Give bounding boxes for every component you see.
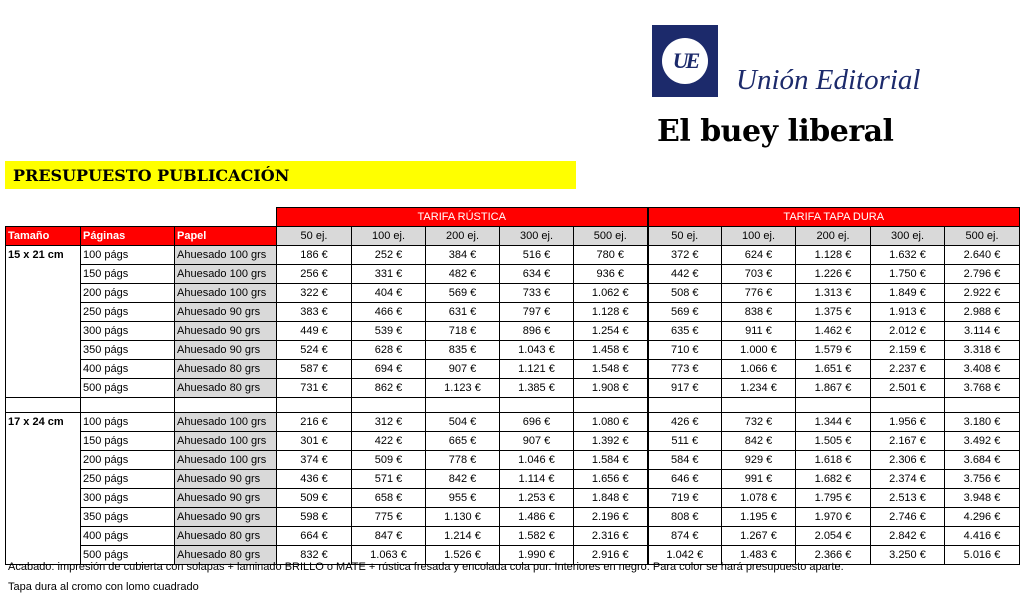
paper-cell: Ahuesado 90 grs xyxy=(175,341,277,360)
table-row xyxy=(6,360,1020,379)
rustica-price-cell: 1.046 € xyxy=(500,451,574,470)
tapa-dura-price-cell: 2.988 € xyxy=(945,303,1020,322)
tapa-dura-price-cell: 1.375 € xyxy=(796,303,871,322)
paper-cell: Ahuesado 100 grs xyxy=(175,413,277,432)
tapa-dura-price-cell: 1.651 € xyxy=(796,360,871,379)
tapa-dura-price-cell: 1.579 € xyxy=(796,341,871,360)
rustica-price-cell: 955 € xyxy=(426,489,500,508)
spacer-cell xyxy=(352,398,426,413)
rustica-price-cell: 422 € xyxy=(352,432,426,451)
qty-header-tapa: 300 ej. xyxy=(871,227,945,246)
pages-cell: 400 págs xyxy=(81,527,175,546)
rustica-price-cell: 509 € xyxy=(352,451,426,470)
tapa-dura-price-cell: 2.746 € xyxy=(871,508,945,527)
rustica-price-cell: 216 € xyxy=(277,413,352,432)
tapa-dura-price-cell: 874 € xyxy=(648,527,722,546)
size-cell: 15 x 21 cm xyxy=(6,246,81,265)
tapa-dura-price-cell: 3.756 € xyxy=(945,470,1020,489)
rustica-price-cell: 628 € xyxy=(352,341,426,360)
rustica-price-cell: 1.114 € xyxy=(500,470,574,489)
paper-cell: Ahuesado 100 grs xyxy=(175,265,277,284)
tapa-dura-price-cell: 1.128 € xyxy=(796,246,871,265)
rustica-price-cell: 2.316 € xyxy=(574,527,648,546)
tapa-dura-price-cell: 3.180 € xyxy=(945,413,1020,432)
tapa-dura-price-cell: 3.768 € xyxy=(945,379,1020,398)
tapa-dura-price-cell: 2.366 € xyxy=(796,546,871,565)
rustica-price-cell: 1.253 € xyxy=(500,489,574,508)
spacer-cell xyxy=(871,398,945,413)
rustica-price-cell: 658 € xyxy=(352,489,426,508)
rustica-price-cell: 634 € xyxy=(500,265,574,284)
size-cell xyxy=(6,322,81,341)
tapa-dura-price-cell: 929 € xyxy=(722,451,796,470)
pages-cell: 100 págs xyxy=(81,413,175,432)
tapa-dura-price-cell: 1.956 € xyxy=(871,413,945,432)
tapa-dura-price-cell: 732 € xyxy=(722,413,796,432)
paper-cell: Ahuesado 80 grs xyxy=(175,360,277,379)
rustica-price-cell: 797 € xyxy=(500,303,574,322)
size-cell xyxy=(6,432,81,451)
pages-cell: 200 págs xyxy=(81,451,175,470)
rustica-price-cell: 1.214 € xyxy=(426,527,500,546)
tapa-dura-price-cell: 1.913 € xyxy=(871,303,945,322)
rustica-price-cell: 252 € xyxy=(352,246,426,265)
tapa-dura-price-cell: 3.684 € xyxy=(945,451,1020,470)
rustica-price-cell: 1.123 € xyxy=(426,379,500,398)
table-row xyxy=(6,322,1020,341)
tapa-dura-price-cell: 1.066 € xyxy=(722,360,796,379)
tapa-dura-price-cell: 3.318 € xyxy=(945,341,1020,360)
tapa-dura-price-cell: 1.313 € xyxy=(796,284,871,303)
spacer-cell xyxy=(796,398,871,413)
tapa-dura-price-cell: 1.267 € xyxy=(722,527,796,546)
tapa-dura-price-cell: 372 € xyxy=(648,246,722,265)
rustica-price-cell: 718 € xyxy=(426,322,500,341)
tapa-dura-price-cell: 917 € xyxy=(648,379,722,398)
rustica-price-cell: 1.458 € xyxy=(574,341,648,360)
rustica-price-cell: 569 € xyxy=(426,284,500,303)
spacer-cell xyxy=(6,398,81,413)
rustica-price-cell: 449 € xyxy=(277,322,352,341)
paper-cell: Ahuesado 80 grs xyxy=(175,379,277,398)
tapa-dura-price-cell: 1.505 € xyxy=(796,432,871,451)
rustica-price-cell: 504 € xyxy=(426,413,500,432)
spacer-cell xyxy=(277,398,352,413)
rustica-price-cell: 466 € xyxy=(352,303,426,322)
rustica-price-cell: 1.043 € xyxy=(500,341,574,360)
rustica-price-cell: 847 € xyxy=(352,527,426,546)
rustica-price-cell: 1.486 € xyxy=(500,508,574,527)
tapa-dura-price-cell: 2.237 € xyxy=(871,360,945,379)
pages-cell: 150 págs xyxy=(81,265,175,284)
spacer-cell xyxy=(648,398,722,413)
table-row xyxy=(6,246,1020,265)
table-row xyxy=(6,432,1020,451)
tapa-dura-price-cell: 3.250 € xyxy=(871,546,945,565)
table-row xyxy=(6,341,1020,360)
size-cell xyxy=(6,379,81,398)
table-row xyxy=(6,413,1020,432)
tapa-dura-price-cell: 1.618 € xyxy=(796,451,871,470)
size-cell xyxy=(6,265,81,284)
tapa-dura-price-cell: 584 € xyxy=(648,451,722,470)
column-header-size: Tamaño xyxy=(6,227,81,246)
size-cell xyxy=(6,527,81,546)
rustica-price-cell: 374 € xyxy=(277,451,352,470)
tapa-dura-price-cell: 1.195 € xyxy=(722,508,796,527)
tapa-dura-price-cell: 710 € xyxy=(648,341,722,360)
rustica-price-cell: 312 € xyxy=(352,413,426,432)
rustica-price-cell: 1.254 € xyxy=(574,322,648,341)
tapa-dura-price-cell: 838 € xyxy=(722,303,796,322)
paper-cell: Ahuesado 80 grs xyxy=(175,546,277,565)
paper-cell: Ahuesado 100 grs xyxy=(175,432,277,451)
spacer-cell xyxy=(500,398,574,413)
size-cell: 17 x 24 cm xyxy=(6,413,81,432)
spacer-row xyxy=(6,398,1020,413)
paper-cell: Ahuesado 100 grs xyxy=(175,284,277,303)
rustica-price-cell: 1.656 € xyxy=(574,470,648,489)
pages-cell: 200 págs xyxy=(81,284,175,303)
tapa-dura-price-cell: 4.416 € xyxy=(945,527,1020,546)
size-cell xyxy=(6,470,81,489)
rustica-price-cell: 694 € xyxy=(352,360,426,379)
rustica-price-cell: 1.584 € xyxy=(574,451,648,470)
tapa-dura-price-cell: 2.167 € xyxy=(871,432,945,451)
tapa-dura-price-cell: 1.682 € xyxy=(796,470,871,489)
tapa-dura-price-cell: 1.632 € xyxy=(871,246,945,265)
rustica-price-cell: 509 € xyxy=(277,489,352,508)
pages-cell: 300 págs xyxy=(81,322,175,341)
pages-cell: 100 págs xyxy=(81,246,175,265)
pages-cell: 300 págs xyxy=(81,489,175,508)
pages-cell: 400 págs xyxy=(81,360,175,379)
rustica-price-cell: 1.526 € xyxy=(426,546,500,565)
rustica-price-cell: 862 € xyxy=(352,379,426,398)
tapa-dura-price-cell: 2.513 € xyxy=(871,489,945,508)
rustica-price-cell: 835 € xyxy=(426,341,500,360)
tapa-dura-price-cell: 808 € xyxy=(648,508,722,527)
rustica-price-cell: 896 € xyxy=(500,322,574,341)
rustica-price-cell: 1.385 € xyxy=(500,379,574,398)
rustica-price-cell: 936 € xyxy=(574,265,648,284)
tapa-dura-price-cell: 2.012 € xyxy=(871,322,945,341)
tapa-dura-price-cell: 1.750 € xyxy=(871,265,945,284)
rustica-price-cell: 2.916 € xyxy=(574,546,648,565)
tapa-dura-price-cell: 1.462 € xyxy=(796,322,871,341)
spacer-cell xyxy=(175,398,277,413)
table-row xyxy=(6,451,1020,470)
tapa-dura-price-cell: 646 € xyxy=(648,470,722,489)
budget-banner xyxy=(5,161,576,189)
tarifa-tapa-dura-header: TARIFA TAPA DURA xyxy=(648,208,1020,227)
qty-header-rustica: 100 ej. xyxy=(352,227,426,246)
tapa-dura-price-cell: 719 € xyxy=(648,489,722,508)
tapa-dura-price-cell: 1.234 € xyxy=(722,379,796,398)
logo-emblem: UE xyxy=(662,38,708,84)
tapa-dura-price-cell: 2.640 € xyxy=(945,246,1020,265)
rustica-price-cell: 256 € xyxy=(277,265,352,284)
pages-cell: 350 págs xyxy=(81,341,175,360)
table-row xyxy=(6,527,1020,546)
publisher-logo xyxy=(652,25,718,97)
rustica-price-cell: 1.063 € xyxy=(352,546,426,565)
tapa-dura-price-cell: 703 € xyxy=(722,265,796,284)
rustica-price-cell: 331 € xyxy=(352,265,426,284)
rustica-price-cell: 665 € xyxy=(426,432,500,451)
rustica-price-cell: 436 € xyxy=(277,470,352,489)
rustica-price-cell: 2.196 € xyxy=(574,508,648,527)
tapa-dura-price-cell: 911 € xyxy=(722,322,796,341)
price-table xyxy=(5,207,1020,565)
pages-cell: 250 págs xyxy=(81,470,175,489)
rustica-price-cell: 322 € xyxy=(277,284,352,303)
qty-header-rustica: 50 ej. xyxy=(277,227,352,246)
budget-title: PRESUPUESTO PUBLICACIÓN xyxy=(13,166,290,185)
spacer-cell xyxy=(574,398,648,413)
paper-cell: Ahuesado 100 grs xyxy=(175,451,277,470)
rustica-price-cell: 907 € xyxy=(500,432,574,451)
rustica-price-cell: 1.548 € xyxy=(574,360,648,379)
size-cell xyxy=(6,360,81,379)
tapa-dura-price-cell: 991 € xyxy=(722,470,796,489)
tapa-dura-price-cell: 1.867 € xyxy=(796,379,871,398)
rustica-price-cell: 731 € xyxy=(277,379,352,398)
qty-header-tapa: 100 ej. xyxy=(722,227,796,246)
table-row xyxy=(6,265,1020,284)
paper-cell: Ahuesado 90 grs xyxy=(175,470,277,489)
tapa-dura-price-cell: 442 € xyxy=(648,265,722,284)
rustica-price-cell: 1.582 € xyxy=(500,527,574,546)
qty-header-rustica: 300 ej. xyxy=(500,227,574,246)
table-row xyxy=(6,303,1020,322)
size-cell xyxy=(6,303,81,322)
tapa-dura-price-cell: 2.306 € xyxy=(871,451,945,470)
size-cell xyxy=(6,284,81,303)
rustica-price-cell: 778 € xyxy=(426,451,500,470)
hardcover-note: Tapa dura al cromo con lomo cuadrado xyxy=(8,581,199,593)
pages-cell: 500 págs xyxy=(81,379,175,398)
rustica-price-cell: 832 € xyxy=(277,546,352,565)
tapa-dura-price-cell: 3.408 € xyxy=(945,360,1020,379)
pages-cell: 150 págs xyxy=(81,432,175,451)
tapa-dura-price-cell: 508 € xyxy=(648,284,722,303)
rustica-price-cell: 1.990 € xyxy=(500,546,574,565)
rustica-price-cell: 1.128 € xyxy=(574,303,648,322)
rustica-price-cell: 1.908 € xyxy=(574,379,648,398)
rustica-price-cell: 1.121 € xyxy=(500,360,574,379)
tapa-dura-price-cell: 3.948 € xyxy=(945,489,1020,508)
tapa-dura-price-cell: 2.159 € xyxy=(871,341,945,360)
size-cell xyxy=(6,451,81,470)
rustica-price-cell: 1.848 € xyxy=(574,489,648,508)
rustica-price-cell: 696 € xyxy=(500,413,574,432)
table-row xyxy=(6,470,1020,489)
rustica-price-cell: 664 € xyxy=(277,527,352,546)
rustica-price-cell: 186 € xyxy=(277,246,352,265)
tapa-dura-price-cell: 776 € xyxy=(722,284,796,303)
paper-cell: Ahuesado 90 grs xyxy=(175,303,277,322)
tarifa-header-row xyxy=(6,208,1020,227)
rustica-price-cell: 907 € xyxy=(426,360,500,379)
rustica-price-cell: 1.392 € xyxy=(574,432,648,451)
finish-note: Acabado: impresión de cubierta con solapas + laminado BRILLO o MATE + rústica fresada y encolada cola pur. Interiores en negro. Para color se hará presupuesto aparte. xyxy=(8,561,844,573)
paper-cell: Ahuesado 90 grs xyxy=(175,489,277,508)
column-header-pages: Páginas xyxy=(81,227,175,246)
qty-header-tapa: 200 ej. xyxy=(796,227,871,246)
book-title: El buey liberal xyxy=(657,114,894,149)
rustica-price-cell: 524 € xyxy=(277,341,352,360)
qty-header-rustica: 200 ej. xyxy=(426,227,500,246)
tapa-dura-price-cell: 1.226 € xyxy=(796,265,871,284)
rustica-price-cell: 384 € xyxy=(426,246,500,265)
qty-header-tapa: 50 ej. xyxy=(648,227,722,246)
tapa-dura-price-cell: 1.849 € xyxy=(871,284,945,303)
column-header-row xyxy=(6,227,1020,246)
rustica-price-cell: 1.080 € xyxy=(574,413,648,432)
tapa-dura-price-cell: 3.492 € xyxy=(945,432,1020,451)
rustica-price-cell: 301 € xyxy=(277,432,352,451)
tapa-dura-price-cell: 3.114 € xyxy=(945,322,1020,341)
tapa-dura-price-cell: 569 € xyxy=(648,303,722,322)
rustica-price-cell: 780 € xyxy=(574,246,648,265)
rustica-price-cell: 587 € xyxy=(277,360,352,379)
tapa-dura-price-cell: 1.483 € xyxy=(722,546,796,565)
tapa-dura-price-cell: 1.795 € xyxy=(796,489,871,508)
tapa-dura-price-cell: 773 € xyxy=(648,360,722,379)
tapa-dura-price-cell: 2.922 € xyxy=(945,284,1020,303)
qty-header-tapa: 500 ej. xyxy=(945,227,1020,246)
tapa-dura-price-cell: 842 € xyxy=(722,432,796,451)
tapa-dura-price-cell: 1.344 € xyxy=(796,413,871,432)
tapa-dura-price-cell: 426 € xyxy=(648,413,722,432)
rustica-price-cell: 383 € xyxy=(277,303,352,322)
size-cell xyxy=(6,489,81,508)
rustica-price-cell: 1.130 € xyxy=(426,508,500,527)
tapa-dura-price-cell: 1.042 € xyxy=(648,546,722,565)
size-cell xyxy=(6,508,81,527)
table-row xyxy=(6,379,1020,398)
rustica-price-cell: 516 € xyxy=(500,246,574,265)
column-header-paper: Papel xyxy=(175,227,277,246)
tapa-dura-price-cell: 624 € xyxy=(722,246,796,265)
table-row xyxy=(6,489,1020,508)
pages-cell: 500 págs xyxy=(81,546,175,565)
rustica-price-cell: 733 € xyxy=(500,284,574,303)
paper-cell: Ahuesado 100 grs xyxy=(175,246,277,265)
spacer-cell xyxy=(722,398,796,413)
tarifa-rustica-header: TARIFA RÚSTICA xyxy=(277,208,648,227)
spacer-cell xyxy=(945,398,1020,413)
tapa-dura-price-cell: 2.374 € xyxy=(871,470,945,489)
pages-cell: 350 págs xyxy=(81,508,175,527)
tapa-dura-price-cell: 2.054 € xyxy=(796,527,871,546)
size-cell xyxy=(6,341,81,360)
qty-header-rustica: 500 ej. xyxy=(574,227,648,246)
notes xyxy=(8,557,844,597)
table-row xyxy=(6,284,1020,303)
tapa-dura-price-cell: 2.501 € xyxy=(871,379,945,398)
rustica-price-cell: 1.062 € xyxy=(574,284,648,303)
tapa-dura-price-cell: 5.016 € xyxy=(945,546,1020,565)
tapa-dura-price-cell: 635 € xyxy=(648,322,722,341)
rustica-price-cell: 404 € xyxy=(352,284,426,303)
publisher-name: Unión Editorial xyxy=(736,64,921,96)
tapa-dura-price-cell: 511 € xyxy=(648,432,722,451)
table-row xyxy=(6,508,1020,527)
tapa-dura-price-cell: 1.078 € xyxy=(722,489,796,508)
paper-cell: Ahuesado 80 grs xyxy=(175,527,277,546)
paper-cell: Ahuesado 90 grs xyxy=(175,322,277,341)
tapa-dura-price-cell: 1.000 € xyxy=(722,341,796,360)
tapa-dura-price-cell: 2.796 € xyxy=(945,265,1020,284)
spacer-cell xyxy=(426,398,500,413)
spacer-cell xyxy=(81,398,175,413)
rustica-price-cell: 539 € xyxy=(352,322,426,341)
rustica-price-cell: 775 € xyxy=(352,508,426,527)
rustica-price-cell: 482 € xyxy=(426,265,500,284)
rustica-price-cell: 631 € xyxy=(426,303,500,322)
pages-cell: 250 págs xyxy=(81,303,175,322)
rustica-price-cell: 598 € xyxy=(277,508,352,527)
rustica-price-cell: 571 € xyxy=(352,470,426,489)
tapa-dura-price-cell: 4.296 € xyxy=(945,508,1020,527)
tapa-dura-price-cell: 2.842 € xyxy=(871,527,945,546)
paper-cell: Ahuesado 90 grs xyxy=(175,508,277,527)
rustica-price-cell: 842 € xyxy=(426,470,500,489)
tapa-dura-price-cell: 1.970 € xyxy=(796,508,871,527)
